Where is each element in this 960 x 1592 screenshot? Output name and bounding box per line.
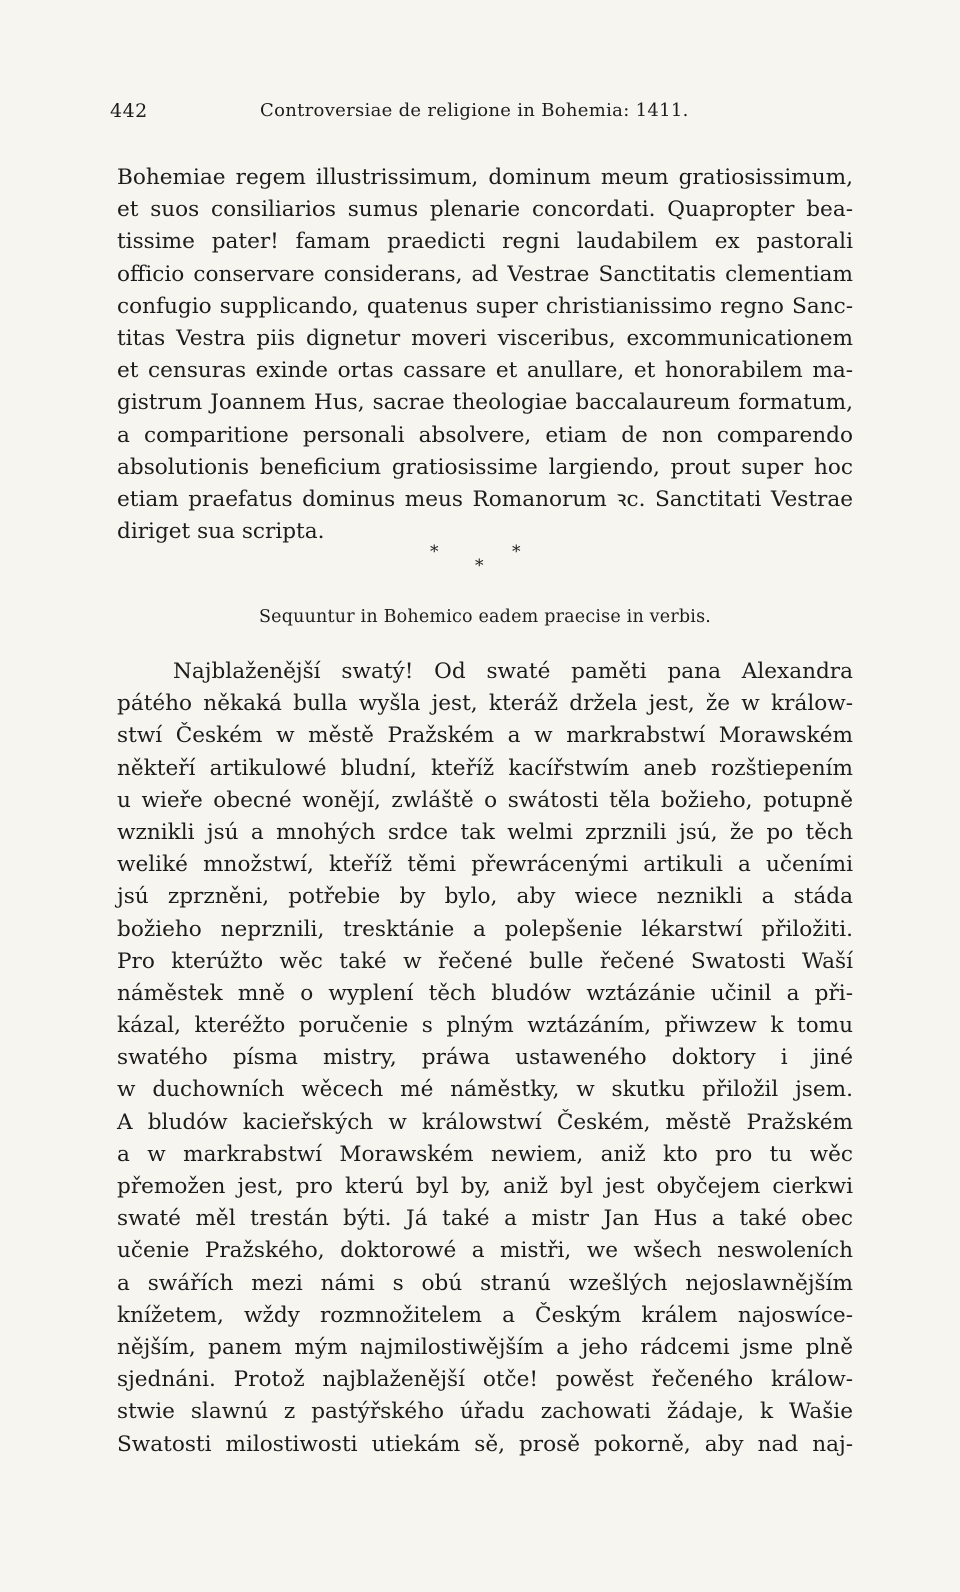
text-line: stwie slawnú z pastýřského úřadu zachowati žádaje, k Wašie bbox=[117, 1399, 853, 1425]
page-number: 442 bbox=[110, 100, 148, 122]
text-line: sjednáni. Protož najblaženější otče! powěst řečeného králow- bbox=[117, 1367, 853, 1393]
text-line: titas Vestra piis dignetur moveri visceribus, excommunicationem bbox=[117, 325, 853, 351]
text-line: Pro kterúžto wěc také w řečené bulle řečené Swatosti Waší bbox=[117, 948, 853, 974]
text-line: božieho neprznili, tresktánie a polepšenie lékarstwí přiložiti. bbox=[117, 916, 853, 942]
page-header bbox=[110, 100, 870, 132]
text-line: náměstek mně o wyplení těch bludów wztázánie učinil a při- bbox=[117, 980, 853, 1006]
text-line: u wieře obecné wonějí, zwláště o swátosti těla božieho, potupně bbox=[117, 787, 853, 813]
text-line: w duchowních wěcech mé náměstky, w skutku přiložil jsem. bbox=[117, 1077, 853, 1103]
czech-paragraph bbox=[117, 656, 853, 1461]
text-line: učenie Pražského, doktorowé a mistři, we wšech neswoleních bbox=[117, 1238, 853, 1264]
text-line: absolutionis beneficium gratiosissime largiendo, prout super hoc bbox=[117, 454, 853, 480]
running-title: Controversiae de religione in Bohemia: 1411. bbox=[260, 100, 689, 121]
text-line: knížetem, wždy rozmnožitelem a Českým králem najoswíce- bbox=[117, 1302, 853, 1328]
asterisk-right: * bbox=[512, 542, 521, 562]
asterisk-middle: * bbox=[475, 556, 484, 576]
text-line: gistrum Joannem Hus, sacrae theologiae baccalaureum formatum, bbox=[117, 390, 853, 416]
text-line: confugio supplicando, quatenus super christianissimo regno Sanc- bbox=[117, 293, 853, 319]
text-line: Najblaženější swatý! Od swaté paměti pana Alexandra bbox=[173, 659, 853, 684]
text-line: etiam praefatus dominus meus Romanorum ꝛc. Sanctitati Vestrae bbox=[117, 486, 853, 512]
text-line: a w markrabstwí Morawském newiem, aniž kto pro tu wěc bbox=[117, 1141, 853, 1167]
text-line: A bludów kacieřských w králowstwí Českém, městě Pražském bbox=[117, 1109, 853, 1135]
section-separator bbox=[420, 542, 540, 582]
text-line: a comparitione personali absolvere, etiam de non comparendo bbox=[117, 422, 853, 448]
text-line: wznikli jsú a mnohých srdce tak welmi zprznili jsú, že po těch bbox=[117, 819, 853, 845]
latin-paragraph bbox=[117, 162, 853, 548]
text-line: Swatosti milostiwosti utiekám sě, prosě pokorně, aby nad naj- bbox=[117, 1431, 853, 1457]
text-line: diriget sua scripta. bbox=[117, 519, 325, 545]
text-line: kázal, kteréžto poručenie s plným wztázáním, přiwzew k tomu bbox=[117, 1013, 853, 1039]
text-line: a swářích mezi námi s obú stranú wzešlých nejoslawnějším bbox=[117, 1270, 853, 1296]
text-line: swatého písma mistry, práwa ustaweného doktory i jiné bbox=[117, 1045, 853, 1071]
text-line: jsú zprzněni, potřebie by bylo, aby wiece neznikli a stáda bbox=[117, 884, 853, 910]
text-line: Bohemiae regem illustrissimum, dominum meum gratiosissimum, bbox=[117, 165, 853, 190]
text-line: pátého někaká bulla wyšla jest, kteráž držela jest, že w králow- bbox=[117, 691, 853, 717]
text-line: weliké množstwí, kteříž těmi přewrácenými artikuli a učeními bbox=[117, 852, 853, 878]
text-line: přemožen jest, pro kterú byl by, aniž byl jest obyčejem cierkwi bbox=[117, 1174, 853, 1199]
text-line: officio conservare considerans, ad Vestrae Sanctitatis clementiam bbox=[117, 261, 853, 287]
text-line: někteří artikulowé bludní, kteříž kacířstwím aneb rozštiepením bbox=[117, 755, 853, 781]
text-line: swaté měl trestán býti. Já také a mistr Jan Hus a také obec bbox=[117, 1206, 853, 1232]
text-line: stwí Českém w městě Pražském a w markrabstwí Morawském bbox=[117, 723, 853, 749]
text-line: et censuras exinde ortas cassare et anullare, et honorabilem ma- bbox=[117, 358, 853, 384]
text-line: et suos consiliarios sumus plenarie concordati. Quapropter bea- bbox=[117, 197, 853, 223]
section-subheading: Sequuntur in Bohemico eadem praecise in verbis. bbox=[258, 607, 712, 627]
asterisk-left: * bbox=[430, 542, 439, 562]
text-line: tissime pater! famam praedicti regni laudabilem ex pastorali bbox=[117, 229, 853, 255]
text-line: nějším, panem mým najmilostiwějším a jeho rádcemi jsme plně bbox=[117, 1334, 853, 1360]
